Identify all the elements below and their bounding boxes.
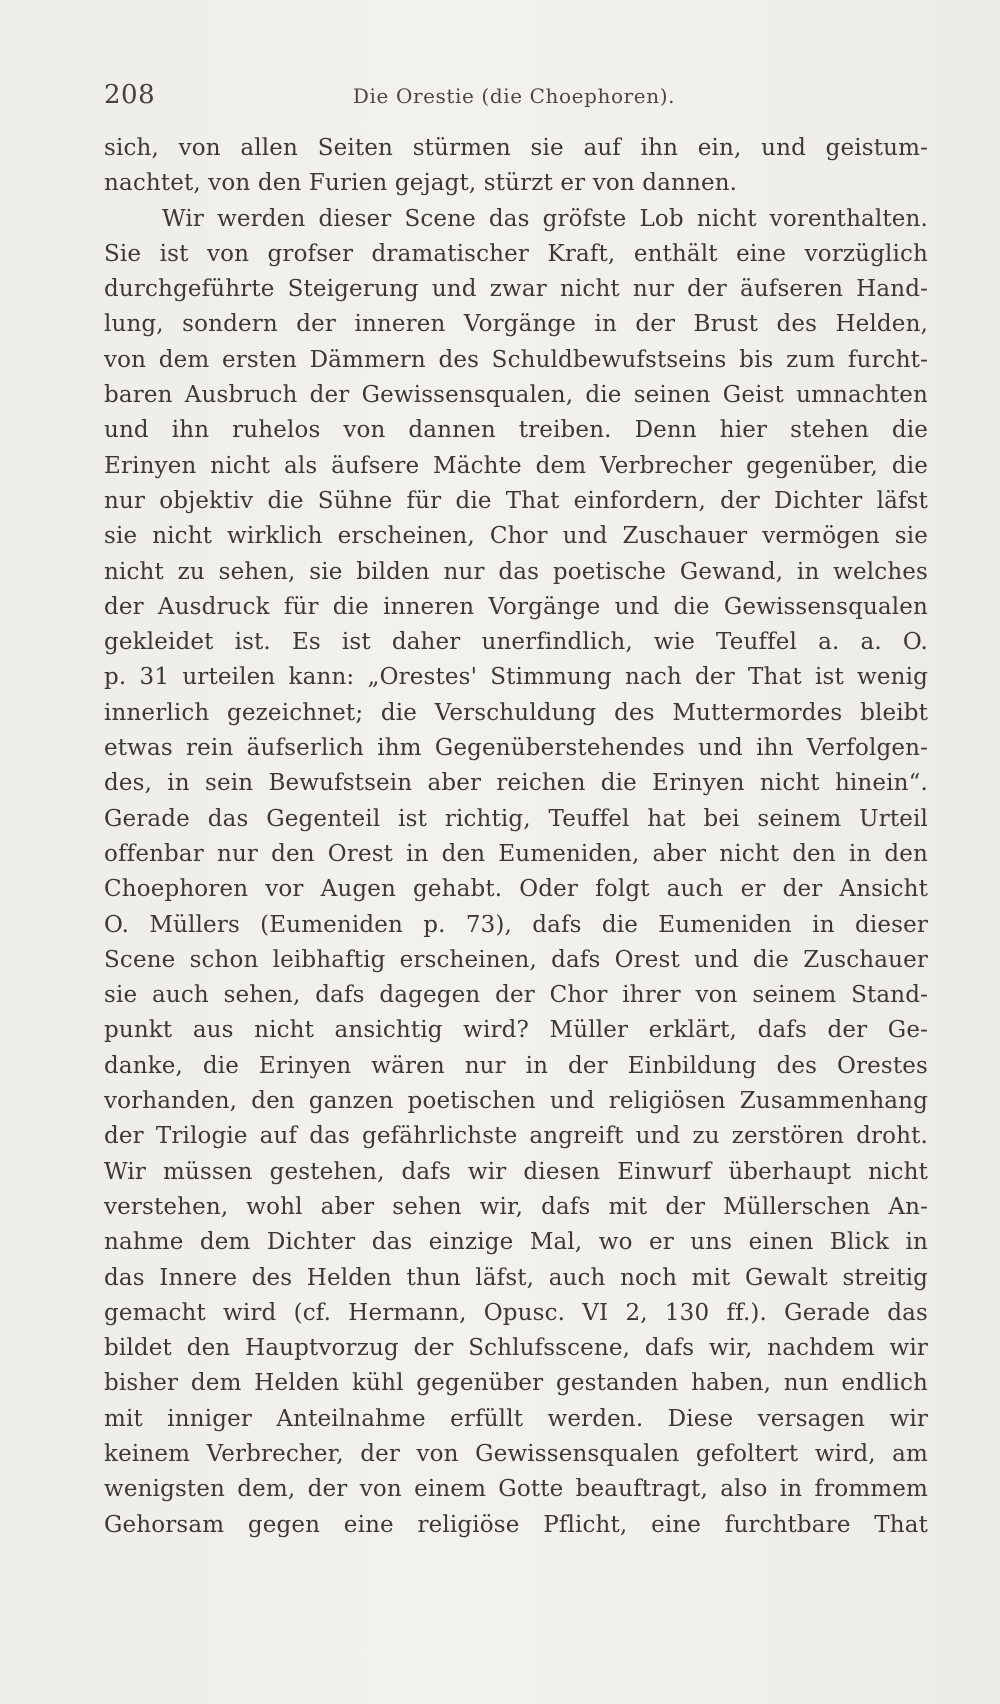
text-line: lung, sondern der inneren Vorgänge in der Brust des Helden,: [104, 311, 928, 338]
text-line: O. Müllers (Eumeniden p. 73), dafs die Eumeniden in dieser: [104, 911, 928, 938]
text-line: verstehen, wohl aber sehen wir, dafs mit der Müllerschen An-: [104, 1193, 928, 1220]
page-number: 208: [104, 80, 156, 110]
text-line: mit inniger Anteilnahme erfüllt werden. Diese versagen wir: [104, 1405, 928, 1432]
text-line: der Ausdruck für die inneren Vorgänge und die Gewissensqualen: [104, 593, 928, 620]
running-title: Die Orestie (die Choephoren).: [352, 84, 676, 108]
text-line: sie auch sehen, dafs dagegen der Chor ihrer von seinem Stand-: [104, 982, 928, 1009]
text-line: vorhanden, den ganzen poetischen und religiösen Zusammenhang: [104, 1088, 928, 1115]
text-line: danke, die Erinyen wären nur in der Einbildung des Orestes: [104, 1052, 928, 1079]
text-line: Erinyen nicht als äufsere Mächte dem Verbrecher gegenüber, die: [104, 452, 928, 479]
text-line: durchgeführte Steigerung und zwar nicht nur der äufseren Hand-: [104, 276, 928, 303]
page-header: [104, 80, 924, 112]
text-line: nur objektiv die Sühne für die That einfordern, der Dichter läfst: [104, 487, 928, 514]
text-line: sie nicht wirklich erscheinen, Chor und Zuschauer vermögen sie: [104, 523, 928, 550]
text-line: Gehorsam gegen eine religiöse Pflicht, eine furchtbare That: [104, 1511, 928, 1538]
text-line: Scene schon leibhaftig erscheinen, dafs Orest und die Zuschauer: [104, 946, 928, 973]
text-line: Gerade das Gegenteil ist richtig, Teuffel hat bei seinem Urteil: [104, 805, 928, 832]
text-line: Sie ist von grofser dramatischer Kraft, enthält eine vorzüglich: [104, 240, 928, 267]
text-line: sich, von allen Seiten stürmen sie auf ihn ein, und geistum-: [104, 135, 928, 161]
text-line: des, in sein Bewufstsein aber reichen die Erinyen nicht hinein“.: [104, 770, 928, 797]
text-line: das Innere des Helden thun läfst, auch noch mit Gewalt streitig: [104, 1264, 928, 1291]
text-line: Choephoren vor Augen gehabt. Oder folgt auch er der Ansicht: [104, 876, 928, 903]
text-line: innerlich gezeichnet; die Verschuldung des Muttermordes bleibt: [104, 699, 928, 726]
text-line: p. 31 urteilen kann: „Orestes' Stimmung nach der That ist wenig: [104, 664, 928, 691]
text-line: gekleidet ist. Es ist daher unerfindlich, wie Teuffel a. a. O.: [104, 629, 928, 656]
text-line: bildet den Hauptvorzug der Schlufsscene, dafs wir, nachdem wir: [104, 1335, 928, 1362]
text-line: punkt aus nicht ansichtig wird? Müller erklärt, dafs der Ge-: [104, 1017, 928, 1044]
text-line: von dem ersten Dämmern des Schuldbewufstseins bis zum furcht-: [104, 346, 928, 373]
body-text: [104, 131, 928, 1543]
text-line: offenbar nur den Orest in den Eumeniden, aber nicht den in den: [104, 840, 928, 867]
text-line: nicht zu sehen, sie bilden nur das poetische Gewand, in welches: [104, 558, 928, 585]
text-line: gemacht wird (cf. Hermann, Opusc. VI 2, 130 ff.). Gerade das: [104, 1299, 928, 1326]
text-line: keinem Verbrecher, der von Gewissensqualen gefoltert wird, am: [104, 1440, 928, 1467]
text-line: Wir werden dieser Scene das gröfste Lob nicht vorenthalten.: [162, 205, 928, 232]
text-line: Wir müssen gestehen, dafs wir diesen Einwurf überhaupt nicht: [104, 1158, 928, 1185]
text-line: baren Ausbruch der Gewissensqualen, die seinen Geist umnachten: [104, 382, 928, 409]
text-line: wenigsten dem, der von einem Gotte beauftragt, also in frommem: [104, 1476, 928, 1503]
text-line: nachtet, von den Furien gejagt, stürzt er von dannen.: [104, 170, 738, 197]
text-line: bisher dem Helden kühl gegenüber gestanden haben, nun endlich: [104, 1370, 928, 1397]
text-line: und ihn ruhelos von dannen treiben. Denn hier stehen die: [104, 417, 928, 444]
text-line: nahme dem Dichter das einzige Mal, wo er uns einen Blick in: [104, 1229, 928, 1256]
text-line: etwas rein äufserlich ihm Gegenüberstehendes und ihn Verfolgen-: [104, 735, 928, 762]
text-line: der Trilogie auf das gefährlichste angreift und zu zerstören droht.: [104, 1123, 928, 1150]
